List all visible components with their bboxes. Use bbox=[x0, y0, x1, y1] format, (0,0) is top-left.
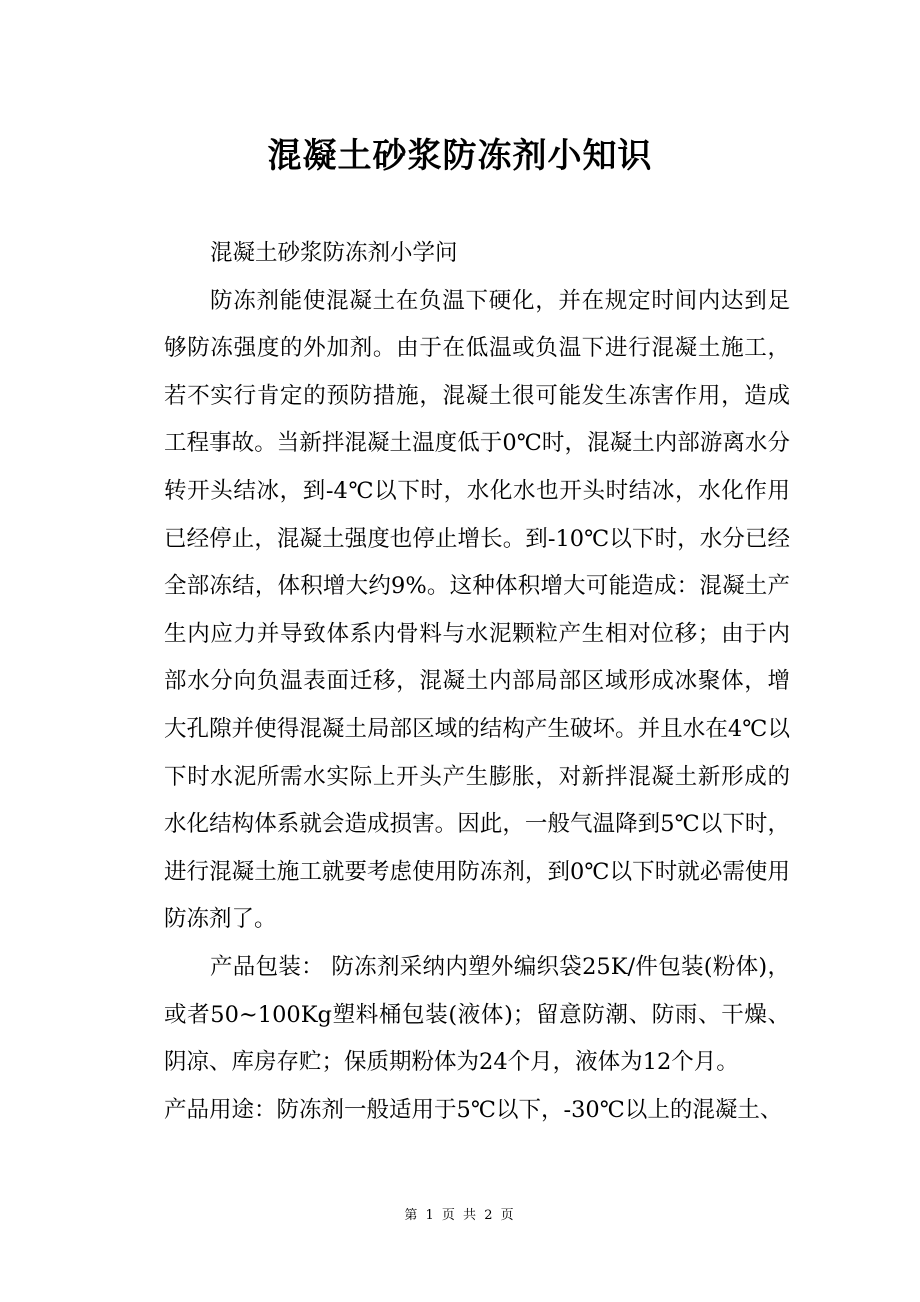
paragraph-usage: 产品用途：防冻剂一般适用于5℃以下，-30℃以上的混凝土、 bbox=[164, 1096, 783, 1123]
paragraph-intro: 防冻剂能使混凝土在负温下硬化，并在规定时间内达到足够防冻强度的外加剂。由于在低温或负温下进行混凝土施工，若不实行肯定的预防措施，混凝土很可能发生冻害作用，造成工程事故。当新拌混凝土温度低于0℃时，混凝土内部游离水分转开头结冰，到-4℃以下时，水化水也开头时结冰，水化作用已经停止，混凝土强度也停止增长。到-10℃以下时，水分已经全部冻结，体积增大约9%。这种体积增大可能造成：混凝土产生内应力并导致体系内骨料与水泥颗粒产生相对位移；由于内部水分向负温表面迁移，混凝土内部局部区域形成冰聚体，增大孔隙并使得混凝土局部区域的结构产生破坏。并且水在4℃以下时水泥所需水实际上开头产生膨胀，对新拌混凝土新形成的水化结构体系就会造成损害。因此，一般气温降到5℃以下时，进行混凝土施工就要考虑使用防冻剂，到0℃以下时就必需使用防冻剂了。 bbox=[164, 287, 790, 933]
document-title: 混凝土砂浆防冻剂小知识 bbox=[267, 136, 653, 176]
page-footer: 第 1 页 共 2 页 bbox=[404, 1208, 516, 1223]
document-body bbox=[164, 230, 790, 1134]
paragraph-subtitle: 混凝土砂浆防冻剂小学问 bbox=[210, 240, 458, 266]
paragraph-packaging: 产品包装： 防冻剂采纳内塑外编织袋25K/件包装(粉体)，或者50~100Kg塑料桶包装(液体)；留意防潮、防雨、干燥、阴凉、库房存贮；保质期粉体为24个月，液体为12个月。 bbox=[164, 953, 790, 1076]
